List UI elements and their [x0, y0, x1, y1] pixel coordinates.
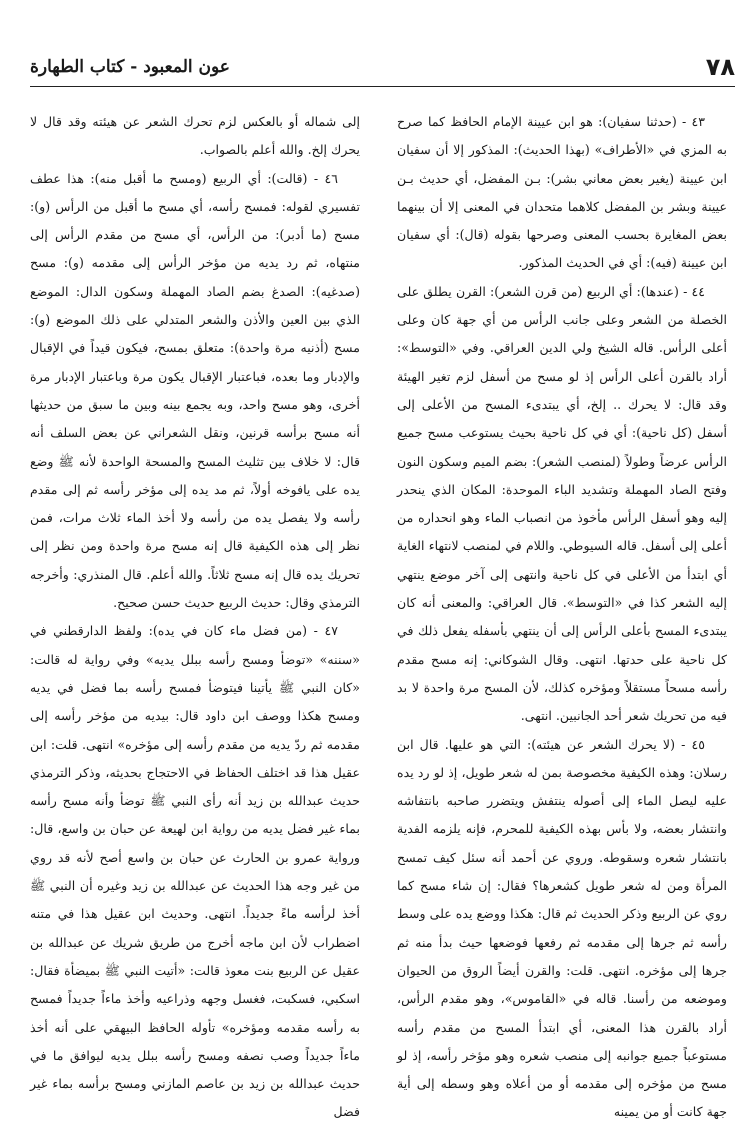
- commentary-paragraph-43: ٤٣ - (حدثنا سفيان): هو ابن عيينة الإمام الحافظ كما صرح به المزي في «الأطراف» (بهذا الحديث): المذكور إلا أن سفيان ابن عيينة (يغير بعض معاني بشر): بـن المفضل، أي حديث بـن عيينة وبشر بن المفضل كلاهما متحدان في المعنى إلا أن بينهما بعض المغايرة بحسب المعنى وصرحها بقوله (قال): أي سفيان ابن عيينة (فيه): أي في الحديث المذكور.: [397, 114, 727, 271]
- page-number: ٧٨: [705, 53, 735, 81]
- commentary-paragraph-45-continued: إلى شماله أو بالعكس لزم تحرك الشعر عن هيئته وقد قال لا يحرك إلخ. والله أعلم بالصواب.: [30, 114, 360, 158]
- commentary-paragraph-45: ٤٥ - (لا يحرك الشعر عن هيئته): التي هو عليها. قال ابن رسلان: وهذه الكيفية مخصوصة بمن له شعر طويل، إذ لو رد يده عليه ليصل الماء إلى أصوله ينتفش ويتضرر صاحبه بانتفاشه وانتشار بعضه، ولا بأس بهذه الكيفية للمحرم، فإنه يلزمه الفدية بانتشار شعره وسقوطه. وروي عن أحمد أنه سئل كيف تمسح المرأة ومن له شعر طويل كشعرها؟ فقال: إن شاء مسح كما روي عن الربيع وذكر الحديث ثم قال: هكذا ووضع يده على وسط رأسه ثم جرها إلى مقدمه ثم رفعها فوضعها حيث بدأ منه ثم جرها إلى مؤخره. انتهى. قلت: والقرن أيضاً الروق من الحيوان وموضعه من رأسنا. قاله في «القاموس»، وهو مقدم الرأس، أراد بالقرن هذا المعنى، أي ابتدأ المسح من مقدم رأسه مستوعباً جميع جوانبه إلى منصب شعره وهو مؤخر رأسه، إذ لو مسح من مؤخره إلى مقدمه أو من أعلاه وهو وسطه إلى أية جهة كانت أو من يمينه: [397, 736, 727, 1120]
- running-title: عون المعبود - كتاب الطهارة: [30, 57, 230, 77]
- commentary-paragraph-47: ٤٧ - (من فضل ماء كان في يده): ولفظ الدارقطني في «سننه» «توضأ ومسح رأسه ببلل يديه» وفي رواية له قالت: «كان النبي ﷺ يأتينا فيتوضأ فمسح رأسه بما فضل في يديه ومسح هكذا ووصف ابن داود قال: بيديه من مؤخر رأسه إلى مقدمه ثم ردّ يديه من مقدم رأسه إلى مؤخره» انتهى. قلت: ابن عقيل هذا قد اختلف الحفاظ في الاحتجاج بحديثه، وذكر الترمذي حديث عبدالله بن زيد أنه رأى النبي ﷺ توضأ وأنه مسح رأسه بماء غير فضل يديه من رواية ابن لهيعة عن حبان بن واسع، قال: ورواية عمرو بن الحارث عن حبان بن واسع أصح لأنه قد روي من غير وجه هذا الحديث عن عبدالله بن زيد وغيره أن النبي ﷺ أخذ لرأسه ماءً جديداً. انتهى. وحديث ابن عقيل هذا في متنه اضطراب لأن ابن ماجه أخرج من طريق شريك عن عبدالله بن عقيل عن الربيع بنت معوذ قالت: «أتيت النبي ﷺ بميضأة فقال: اسكبي، فسكبت، فغسل وجهه وذراعيه وأخذ ماءاً جديداً فمسح به رأسه مقدمه ومؤخره» تأوله الحافظ البيهقي على أنه أخذ ماءاً جديداً وصب نصفه ومسح رأسه ببلل يديه ليوافق ما في حديث عبدالله بن زيد بن عاصم المازني ومسح برأسه بماء غير فضل: [30, 623, 360, 1120]
- commentary-paragraph-46: ٤٦ - (قالت): أي الربيع (ومسح ما أقبل منه): هذا عطف تفسيري لقوله: فمسح رأسه، أي مسح ما أقبل من الرأس (و): مسح (ما أدبر): من الرأس، أي مسح من مقدم الرأس إلى منتهاه، ثم رد يديه من مؤخر الرأس إلى مقدمه (و): مسح (صدغيه): الصدغ بضم الصاد المهملة وسكون الدال: الموضع الذي بين العين والأذن والشعر المتدلي على ذلك الموضع (و): مسح (أذنيه مرة واحدة): متعلق بمسح، فيكون قيداً في الإقبال والإدبار وما بعده، فباعتبار الإقبال يكون مرة وباعتبار الإدبار مرة أخرى، وهو مسح واحد، وبه يجمع بينه وبين ما سبق من حديثها أنه مسح برأسه قرنين، ونقل الشعراني عن بعض السلف أنه قال: لا خلاف بين تثليث المسح والمسحة الواحدة لأنه ﷺ وضع يده على يافوخه أولاً، ثم مد يده إلى مؤخر رأسه ثم إلى مقدم رأسه ولا يفصل يده من رأسه ولا أخذ الماء ثلاث مرات، فمن نظر إلى هذه الكيفية قال إنه مسح مرة واحدة ومن نظر إلى تحريك يده قال إنه مسح ثلاثاً. والله أعلم. قال المنذري: وأخرجه الترمذي وقال: حديث الربيع حديث حسن صحيح.: [30, 170, 360, 611]
- header-divider: [30, 86, 735, 87]
- left-text-column: [30, 108, 360, 1120]
- right-text-column: [397, 108, 727, 1120]
- page-header: [30, 52, 735, 82]
- commentary-paragraph-44: ٤٤ - (عندها): أي الربيع (من قرن الشعر): القرن يطلق على الخصلة من الشعر وعلى جانب الرأس من أي جهة كان وعلى أعلى الرأس. قاله الشيخ ولي الدين العراقي. وفي «التوسط»: أراد بالقرن أعلى الرأس إذ لو مسح من أسفل لزم تغير الهيئة وقد قال: لا يحرك .. إلخ، أي يبتدىء المسح من الأعلى إلى أسفل (كل ناحية): أي في كل ناحية بحيث يستوعب مسح جميع الرأس عرضاً وطولاً (لمنصب الشعر): بضم الميم وسكون النون وفتح الصاد المهملة وتشديد الباء الموحدة: المكان الذي ينحدر إليه وهو أسفل الرأس مأخوذ من انصباب الماء وهو انحداره من أعلى إلى أسفل. قاله السيوطي. واللام في لمنصب لانتهاء الغاية أي ابتدأ من الأعلى في كل ناحية وانتهى إلى آخر موضع ينتهي إليه الشعر كذا في «التوسط». قال العراقي: والمعنى أنه كان يبتدىء المسح بأعلى الرأس إلى أن ينتهي بأسفله يفعل ذلك في كل ناحية على حدتها. انتهى. وقال الشوكاني: إنه مسح مقدم رأسه مسحاً مستقلاً ومؤخره كذلك، لأن المسح مرة واحدة لا بد فيه من تحريك شعر أحد الجانبين. انتهى.: [397, 283, 727, 724]
